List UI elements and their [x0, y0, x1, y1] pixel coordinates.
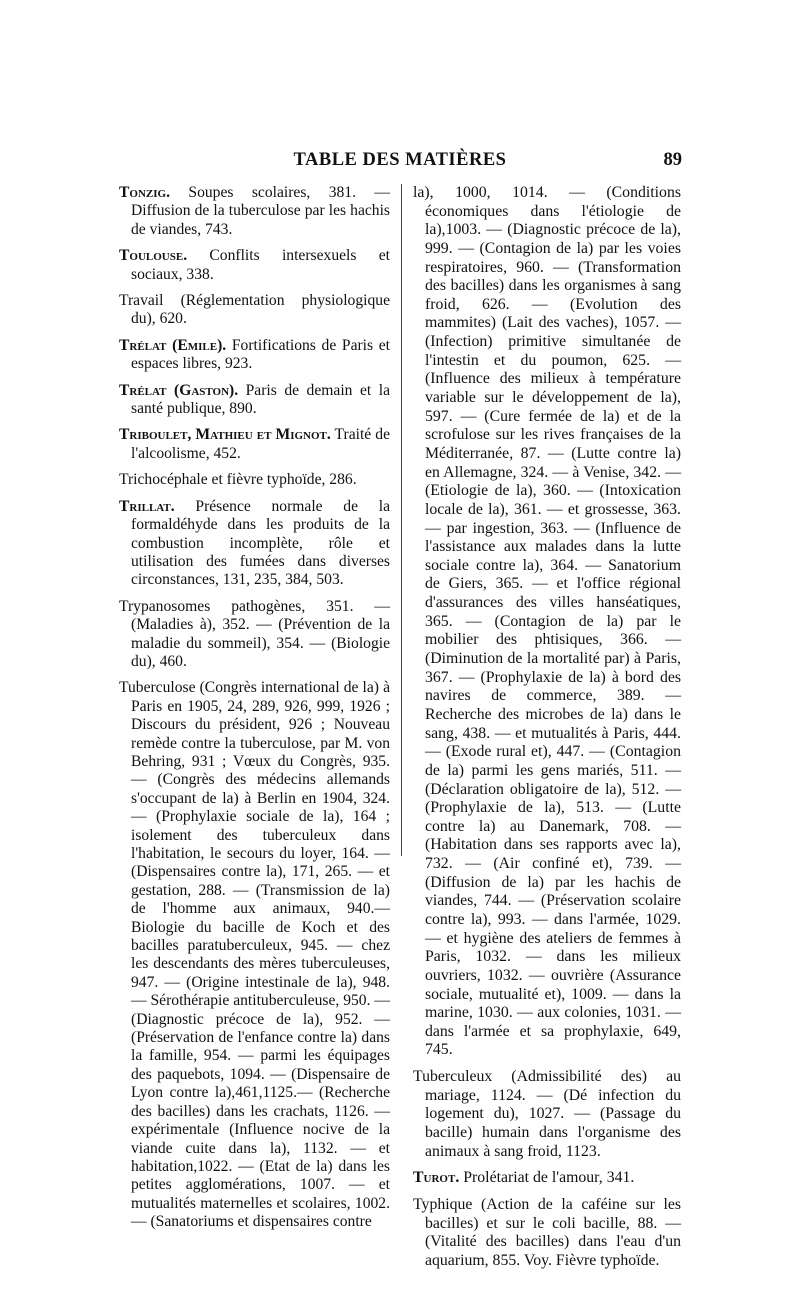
entry-text: Soupes scolaires, 381. — Diffusion de la tuberculose par les hachis de viandes, 743. — [131, 184, 390, 238]
entry-text: Traité de l'alcoolisme, 452. — [131, 426, 390, 462]
entry-author: Tonzig. — [119, 184, 170, 201]
index-entry — [119, 498, 390, 590]
entry-text: Présence normale de la formaldéhyde dans les produits de la combustion incomplète, rôle et utilisation des fumées dans diverses circonstances, 131, 235, 384, 503. — [131, 497, 390, 589]
index-entry — [119, 247, 390, 284]
entry-text: Fortifications de Paris et espaces libres, 923. — [131, 336, 390, 373]
column-divider — [401, 184, 402, 856]
entry-text: Travail (Réglementation physiologique du), 620. — [119, 292, 390, 328]
page-title: TABLE DES MATIÈRES — [293, 150, 507, 170]
index-entry — [119, 598, 390, 672]
entry-text: Tuberculeux (Admissibilité des) au mariage, 1124. — (Dé infection du logement du), 1027. — (Passage du bacille) humain dans l'organisme des animaux à sang froid, 1123. — [413, 1068, 681, 1160]
entry-text: Trichocéphale et fièvre typhoïde, 286. — [119, 471, 357, 489]
index-entry — [413, 1169, 681, 1188]
index-entry — [119, 679, 390, 1231]
entry-text: Prolétariat de l'amour, 341. — [463, 1169, 635, 1187]
left-column — [119, 184, 390, 1240]
entry-text: Conflits intersexuels et sociaux, 338. — [131, 247, 390, 283]
index-entry — [119, 382, 390, 419]
page-number: 89 — [663, 150, 682, 170]
index-entry — [119, 471, 390, 489]
entry-text: Typhique (Action de la caféine sur les bacilles) et sur le coli bacille, 88. — (Vitalité des bacilles) dans l'eau d'un aquarium, 855. Voy. Fièvre typhoïde. — [413, 1195, 681, 1269]
entry-text: Paris de demain et la santé publique, 890. — [131, 381, 390, 418]
page-header — [0, 150, 800, 176]
entry-author: Toulouse. — [119, 247, 188, 265]
index-entry — [119, 337, 390, 374]
entry-author: Trillat. — [119, 497, 175, 515]
index-entry — [413, 1196, 681, 1271]
index-entry — [119, 184, 390, 239]
entry-author: Turot. — [413, 1169, 460, 1187]
entry-author: Trélat (Emile). — [119, 336, 227, 354]
right-column — [413, 184, 681, 1279]
index-entry — [413, 1068, 681, 1161]
entry-author: Trélat (Gaston). — [119, 381, 239, 399]
index-entry — [119, 292, 390, 329]
entry-text: Trypanosomes pathogènes, 351. — (Maladies à), 352. — (Prévention de la maladie du sommeil), 354. — (Biologie du), 460. — [119, 597, 390, 670]
entry-text: Tuberculose (Congrès international de la) à Paris en 1905, 24, 289, 926, 999, 1926 ; Discours du président, 926 ; Nouveau remède contre la tuberculose, par M. von Behring, 931 ; Vœux du Congrès, 935. — (Congrès des médecins allemands s'occupant de la) à Berlin en 1904, 324. — (Prophylaxie sociale de la), 164 ; isolement des tuberculeux dans l'habitation, le secours du loyer, 164. — (Dispensaires contre la), 171, 265. — et gestation, 288. — (Transmission de la) de l'homme aux animaux, 940.— Biologie du bacille de Koch et des bacilles paratuberculeux, 945. — chez les descendants des mères tuberculeuses, 947. — (Origine intestinale de la), 948. — Sérothérapie antituberculeuse, 950. — (Diagnostic précoce de la), 952. — (Préservation de l'enfance contre la) dans la famille, 954. — parmi les équipages des paquebots, 1094. — (Dispensaire de Lyon contre la),461,1125.— (Recherche des bacilles) dans les crachats, 1126. — expérimentale (Influence nocive de la viande cuite dans la), 1132. — et habitation,1022. — (Etat de la) dans les petites agglomérations, 1007. — et mutualités maternelles et scolaires, 1002. — (Sanatoriums et dispensaires contre — [119, 679, 390, 1231]
entry-author: Triboulet, Mathieu et Mignot. — [119, 426, 331, 444]
index-entry — [119, 426, 390, 463]
index-entry — [413, 184, 681, 1060]
entry-text: la), 1000, 1014. — (Conditions économiques dans l'étiologie de la),1003. — (Diagnostic précoce de la), 999. — (Contagion de la) par les voies respiratoires, 960. — (Transformation des bacilles) dans les organismes à sang froid, 626. — (Evolution des mammites) (Lait des vaches), 1057. — (Infection) primitive simultanée de l'intestin et du poumon, 625. — (Influence des milieux à température variable sur le développement de la), 597. — (Cure fermée de la) et de la scrofulose sur les rives françaises de la Méditerranée, 87. — (Lutte contre la) en Allemagne, 324. — à Venise, 342. — (Etiologie de la), 360. — (Intoxication locale de la), 361. — et grossesse, 363. — par ingestion, 363. — (Influence de l'assistance aux malades dans la lutte sociale contre la), 364. — Sanatorium de Giers, 365. — et l'office régional d'assurances des villes hanséatiques, 365. — (Contagion de la) par le mobilier des phtisiques, 366. — (Diminution de la mortalité par) à Paris, 367. — (Prophylaxie de la) à bord des navires de commerce, 389. — Recherche des microbes de la) dans le sang, 438. — et mutualités à Paris, 444.— (Exode rural et), 447. — (Contagion de la) parmi les gens mariés, 511. — (Déclaration obligatoire de la), 512. — (Prophylaxie de la), 513. — (Lutte contre la) au Danemark, 708. — (Habitation dans ses rapports avec la), 732. — (Air confiné et), 739. — (Diffusion de la) par les hachis de viandes, 744. — (Préservation scolaire contre la), 993. — dans l'armée, 1029. — et hygiène des ateliers de femmes à Paris, 1032. — dans les milieux ouvriers, 1032. — ouvrière (Assurance sociale, mutualité et), 1009. — dans la marine, 1030. — aux colonies, 1031. — dans l'armée et sa prophylaxie, 649, 745. — [413, 184, 681, 1059]
